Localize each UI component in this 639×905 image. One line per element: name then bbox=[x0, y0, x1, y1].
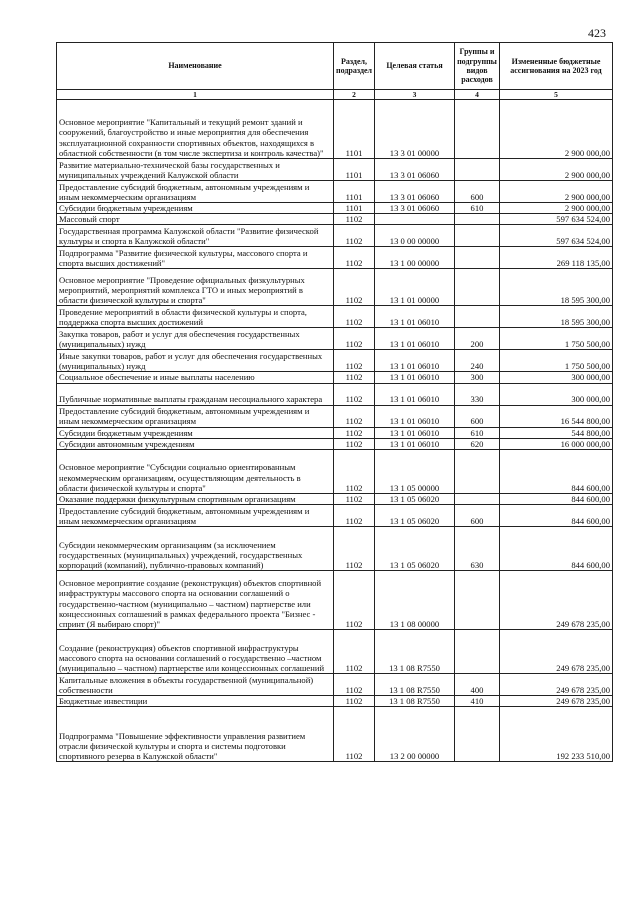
table-row bbox=[57, 450, 613, 494]
row-amount: 597 634 524,00 bbox=[500, 225, 613, 247]
row-target: 13 1 01 06010 bbox=[375, 350, 455, 372]
row-name: Массовый спорт bbox=[57, 214, 334, 225]
row-amount: 249 678 235,00 bbox=[500, 674, 613, 696]
row-name: Государственная программа Калужской области "Развитие физической культуры и спорта в Калужской области" bbox=[57, 225, 334, 247]
row-section: 1102 bbox=[334, 350, 375, 372]
column-number: 5 bbox=[500, 90, 613, 100]
row-group: 600 bbox=[455, 505, 500, 527]
column-number: 1 bbox=[57, 90, 334, 100]
row-amount: 300 000,00 bbox=[500, 383, 613, 405]
header-section: Раздел, подраздел bbox=[334, 43, 375, 90]
header-name: Наименование bbox=[57, 43, 334, 90]
row-target: 13 3 01 06060 bbox=[375, 159, 455, 181]
column-number: 2 bbox=[334, 90, 375, 100]
row-section: 1102 bbox=[334, 427, 375, 438]
row-amount: 2 900 000,00 bbox=[500, 181, 613, 203]
row-target: 13 3 01 06060 bbox=[375, 203, 455, 214]
row-section: 1102 bbox=[334, 571, 375, 630]
row-amount: 16 544 800,00 bbox=[500, 405, 613, 427]
row-target: 13 1 01 06010 bbox=[375, 372, 455, 383]
row-target: 13 1 01 06010 bbox=[375, 328, 455, 350]
row-name: Основное мероприятие "Капитальный и текущий ремонт зданий и сооружений, благоустройство и иные мероприятия для обеспечения эксплуатационной сохранности спортивных объектов, находящихся в областной собственности (в том числе экспертиза и контроль качества)" bbox=[57, 100, 334, 159]
row-name: Предоставление субсидий бюджетным, автономным учреждениям и иным некоммерческим организациям bbox=[57, 181, 334, 203]
row-target: 13 3 01 00000 bbox=[375, 100, 455, 159]
row-amount: 2 900 000,00 bbox=[500, 100, 613, 159]
row-group: 600 bbox=[455, 405, 500, 427]
row-name: Субсидии бюджетным учреждениям bbox=[57, 203, 334, 214]
table-row bbox=[57, 674, 613, 696]
row-target: 13 1 08 00000 bbox=[375, 571, 455, 630]
row-group bbox=[455, 247, 500, 269]
row-amount: 844 600,00 bbox=[500, 527, 613, 571]
row-section: 1102 bbox=[334, 707, 375, 762]
row-section: 1101 bbox=[334, 203, 375, 214]
row-group: 610 bbox=[455, 427, 500, 438]
table-row bbox=[57, 630, 613, 674]
row-section: 1102 bbox=[334, 214, 375, 225]
row-section: 1102 bbox=[334, 328, 375, 350]
row-group: 330 bbox=[455, 383, 500, 405]
row-section: 1102 bbox=[334, 450, 375, 494]
row-section: 1101 bbox=[334, 159, 375, 181]
table-row bbox=[57, 494, 613, 505]
table-row bbox=[57, 181, 613, 203]
row-name: Создание (реконструкция) объектов спортивной инфраструктуры массового спорта на основании соглашений о государственно –частном (муниципально – частном) партнерстве или концессионных соглашений bbox=[57, 630, 334, 674]
row-amount: 249 678 235,00 bbox=[500, 571, 613, 630]
row-target: 13 1 00 00000 bbox=[375, 247, 455, 269]
table-row bbox=[57, 427, 613, 438]
row-target: 13 1 01 06010 bbox=[375, 427, 455, 438]
row-target: 13 1 05 00000 bbox=[375, 450, 455, 494]
row-amount: 1 750 500,00 bbox=[500, 350, 613, 372]
row-name: Публичные нормативные выплаты гражданам несоциального характера bbox=[57, 383, 334, 405]
row-section: 1101 bbox=[334, 100, 375, 159]
table-row bbox=[57, 100, 613, 159]
row-name: Субсидии некоммерческим организациям (за исключением государственных (муниципальных) учреждений, государственных корпораций (компаний), публично-правовых компаний) bbox=[57, 527, 334, 571]
row-section: 1102 bbox=[334, 383, 375, 405]
row-target bbox=[375, 214, 455, 225]
row-amount: 249 678 235,00 bbox=[500, 630, 613, 674]
column-number: 3 bbox=[375, 90, 455, 100]
table-row bbox=[57, 527, 613, 571]
row-target: 13 1 05 06020 bbox=[375, 505, 455, 527]
header-groups: Группы и подгруппы видов расходов bbox=[455, 43, 500, 90]
row-amount: 18 595 300,00 bbox=[500, 306, 613, 328]
row-target: 13 1 05 06020 bbox=[375, 527, 455, 571]
row-target: 13 0 00 00000 bbox=[375, 225, 455, 247]
row-amount: 2 900 000,00 bbox=[500, 203, 613, 214]
row-target: 13 1 08 R7550 bbox=[375, 696, 455, 707]
row-name: Основное мероприятие "Проведение официальных физкультурных мероприятий, мероприятий комплекса ГТО и иных мероприятий в области физической культуры и спорта" bbox=[57, 269, 334, 306]
row-name: Предоставление субсидий бюджетным, автономным учреждениям и иным некоммерческим организациям bbox=[57, 505, 334, 527]
page-number: 423 bbox=[588, 26, 606, 40]
row-group: 620 bbox=[455, 438, 500, 449]
row-group bbox=[455, 450, 500, 494]
table-row bbox=[57, 571, 613, 630]
row-group bbox=[455, 306, 500, 328]
row-group: 400 bbox=[455, 674, 500, 696]
row-section: 1102 bbox=[334, 527, 375, 571]
table-row bbox=[57, 214, 613, 225]
row-group: 600 bbox=[455, 181, 500, 203]
row-section: 1102 bbox=[334, 306, 375, 328]
row-name: Подпрограмма "Повышение эффективности управления развитием отрасли физической культуры и спорта и системы подготовки спортивного резерва в Калужской области" bbox=[57, 707, 334, 762]
table-row bbox=[57, 306, 613, 328]
row-section: 1102 bbox=[334, 372, 375, 383]
table-row bbox=[57, 269, 613, 306]
row-target: 13 1 01 06010 bbox=[375, 438, 455, 449]
table-row bbox=[57, 505, 613, 527]
row-name: Социальное обеспечение и иные выплаты населению bbox=[57, 372, 334, 383]
row-section: 1102 bbox=[334, 225, 375, 247]
row-amount: 844 600,00 bbox=[500, 505, 613, 527]
row-group bbox=[455, 269, 500, 306]
header-target: Целевая статья bbox=[375, 43, 455, 90]
row-section: 1102 bbox=[334, 696, 375, 707]
row-target: 13 1 08 R7550 bbox=[375, 630, 455, 674]
row-group bbox=[455, 494, 500, 505]
row-target: 13 1 01 06010 bbox=[375, 306, 455, 328]
row-amount: 2 900 000,00 bbox=[500, 159, 613, 181]
row-group: 200 bbox=[455, 328, 500, 350]
row-target: 13 1 01 06010 bbox=[375, 405, 455, 427]
row-section: 1102 bbox=[334, 438, 375, 449]
row-group: 410 bbox=[455, 696, 500, 707]
row-section: 1102 bbox=[334, 269, 375, 306]
row-group bbox=[455, 214, 500, 225]
row-group bbox=[455, 630, 500, 674]
row-name: Проведение мероприятий в области физической культуры и спорта, поддержка спорта высших достижений bbox=[57, 306, 334, 328]
row-name: Субсидии бюджетным учреждениям bbox=[57, 427, 334, 438]
header-amount: Измененные бюджетные ассигнования на 2023 год bbox=[500, 43, 613, 90]
row-amount: 1 750 500,00 bbox=[500, 328, 613, 350]
row-target: 13 1 08 R7550 bbox=[375, 674, 455, 696]
row-section: 1102 bbox=[334, 247, 375, 269]
row-target: 13 2 00 00000 bbox=[375, 707, 455, 762]
row-name: Развитие материально-технической базы государственных и муниципальных учреждений Калужской области bbox=[57, 159, 334, 181]
budget-table bbox=[56, 42, 613, 762]
row-amount: 16 000 000,00 bbox=[500, 438, 613, 449]
table-row bbox=[57, 372, 613, 383]
row-name: Основное мероприятие создание (реконструкция) объектов спортивной инфраструктуры массового спорта на основании соглашений о государственно-частном (муниципально – частном) партнерстве или концессионных соглашений в рамках федерального проекта "Бизнес - спринт (Я выбираю спорт)" bbox=[57, 571, 334, 630]
row-name: Субсидии автономным учреждениям bbox=[57, 438, 334, 449]
row-amount: 844 600,00 bbox=[500, 450, 613, 494]
row-name: Подпрограмма "Развитие физической культуры, массового спорта и спорта высших достижений" bbox=[57, 247, 334, 269]
row-name: Закупка товаров, работ и услуг для обеспечения государственных (муниципальных) нужд bbox=[57, 328, 334, 350]
row-group: 610 bbox=[455, 203, 500, 214]
row-section: 1102 bbox=[334, 505, 375, 527]
table-row bbox=[57, 405, 613, 427]
row-group bbox=[455, 100, 500, 159]
row-amount: 844 600,00 bbox=[500, 494, 613, 505]
table-row bbox=[57, 159, 613, 181]
row-name: Бюджетные инвестиции bbox=[57, 696, 334, 707]
table-row bbox=[57, 383, 613, 405]
row-amount: 269 118 135,00 bbox=[500, 247, 613, 269]
table-row bbox=[57, 203, 613, 214]
row-target: 13 1 01 00000 bbox=[375, 269, 455, 306]
row-group bbox=[455, 225, 500, 247]
table-row bbox=[57, 707, 613, 762]
table-row bbox=[57, 328, 613, 350]
table-body bbox=[57, 100, 613, 762]
table-row bbox=[57, 225, 613, 247]
row-name: Капитальные вложения в объекты государственной (муниципальной) собственности bbox=[57, 674, 334, 696]
row-name: Оказание поддержки физкультурным спортивным организациям bbox=[57, 494, 334, 505]
table-row bbox=[57, 247, 613, 269]
table-row bbox=[57, 438, 613, 449]
row-amount: 249 678 235,00 bbox=[500, 696, 613, 707]
row-name: Предоставление субсидий бюджетным, автономным учреждениям и иным некоммерческим организациям bbox=[57, 405, 334, 427]
row-section: 1101 bbox=[334, 181, 375, 203]
row-group: 630 bbox=[455, 527, 500, 571]
row-name: Основное мероприятие "Субсидии социально ориентированным некоммерческим организациям, осуществляющим деятельность в области физической культуры и спорта" bbox=[57, 450, 334, 494]
row-amount: 597 634 524,00 bbox=[500, 214, 613, 225]
row-target: 13 1 05 06020 bbox=[375, 494, 455, 505]
row-group bbox=[455, 159, 500, 181]
row-group: 240 bbox=[455, 350, 500, 372]
row-amount: 300 000,00 bbox=[500, 372, 613, 383]
row-section: 1102 bbox=[334, 630, 375, 674]
row-section: 1102 bbox=[334, 674, 375, 696]
row-target: 13 3 01 06060 bbox=[375, 181, 455, 203]
table-row bbox=[57, 350, 613, 372]
row-target: 13 1 01 06010 bbox=[375, 383, 455, 405]
table-header bbox=[57, 43, 613, 100]
row-group bbox=[455, 707, 500, 762]
row-group: 300 bbox=[455, 372, 500, 383]
row-amount: 192 233 510,00 bbox=[500, 707, 613, 762]
row-amount: 18 595 300,00 bbox=[500, 269, 613, 306]
row-amount: 544 800,00 bbox=[500, 427, 613, 438]
table-row bbox=[57, 696, 613, 707]
row-section: 1102 bbox=[334, 494, 375, 505]
row-section: 1102 bbox=[334, 405, 375, 427]
row-name: Иные закупки товаров, работ и услуг для обеспечения государственных (муниципальных) нужд bbox=[57, 350, 334, 372]
column-number: 4 bbox=[455, 90, 500, 100]
row-group bbox=[455, 571, 500, 630]
